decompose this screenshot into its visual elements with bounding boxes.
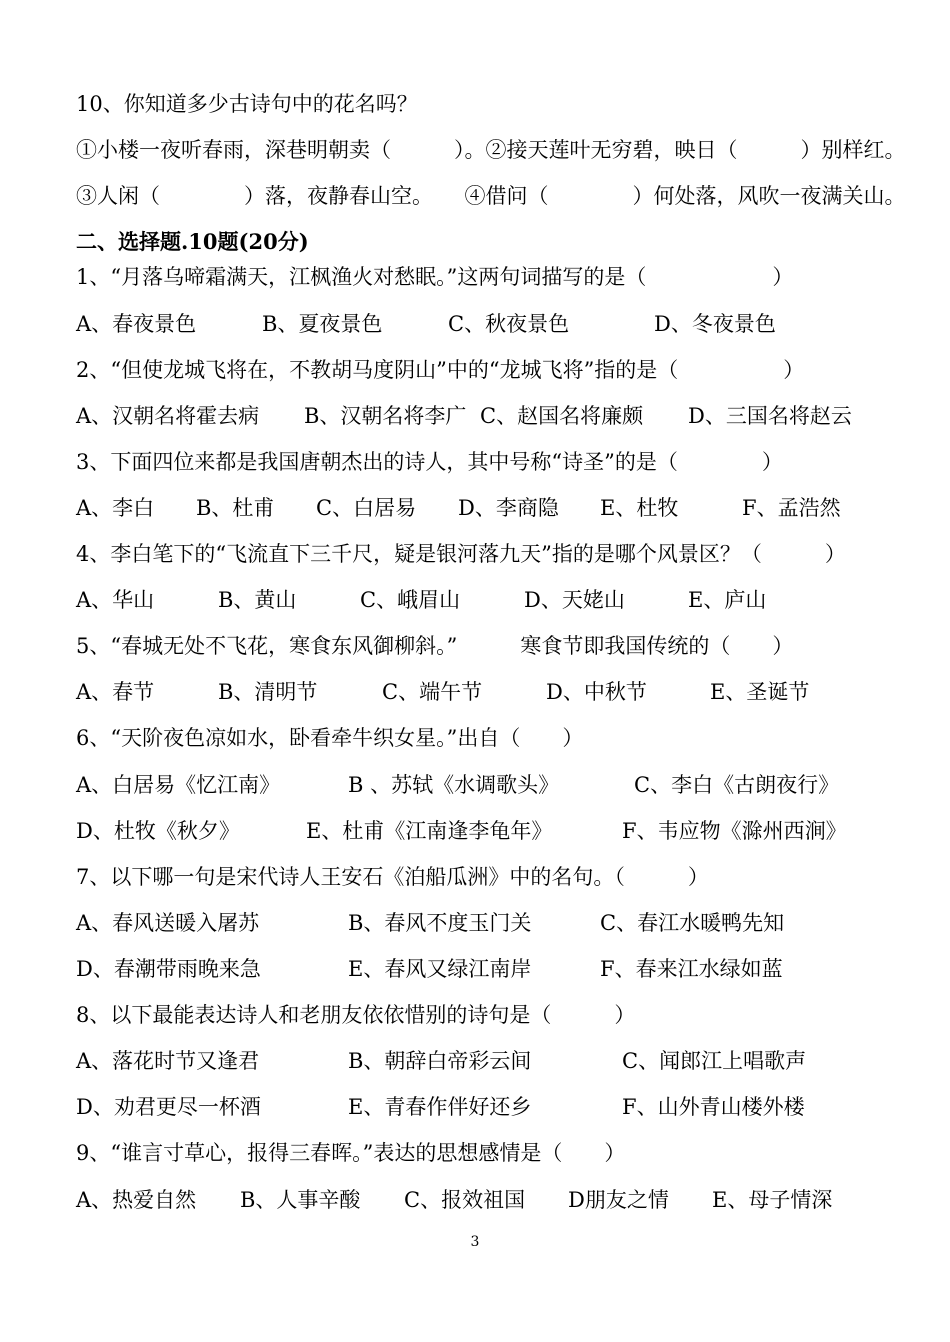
option[interactable]: D、冬夜景色 [654, 312, 776, 336]
option[interactable]: E、母子情深 [712, 1188, 833, 1212]
option[interactable]: E、青春作伴好还乡 [348, 1095, 532, 1119]
option[interactable]: C、春江水暖鸭先知 [600, 911, 785, 935]
option[interactable]: F、山外青山楼外楼 [622, 1095, 805, 1119]
option[interactable]: A、春夜景色 [76, 312, 197, 336]
question-stem: 2、“但使龙城飞将在，不教胡马度阴山”中的“龙城飞将”指的是（ ） [76, 358, 805, 382]
option[interactable]: B、黄山 [218, 588, 297, 612]
option[interactable]: A、汉朝名将霍去病 [76, 404, 260, 428]
question-stem: 1、“月落乌啼霜满天，江枫渔火对愁眠。”这两句词描写的是（ ） [76, 265, 794, 289]
option[interactable]: B、朝辞白帝彩云间 [348, 1049, 532, 1073]
option[interactable]: A、李白 [76, 496, 155, 520]
option[interactable]: C、李白《古朗夜行》 [634, 773, 840, 797]
option[interactable]: C、端午节 [382, 680, 483, 704]
option[interactable]: C、赵国名将廉颇 [480, 404, 644, 428]
option[interactable]: E、圣诞节 [710, 680, 810, 704]
q10-row2: ③人闲（ ）落，夜静春山空。 ④借问（ ）何处落，风吹一夜满关山。 [76, 184, 906, 208]
option[interactable]: B、人事辛酸 [240, 1188, 361, 1212]
option[interactable]: C、白居易 [316, 496, 417, 520]
section-heading: 二、选择题.10题(20分) [76, 229, 309, 254]
option[interactable]: A、春风送暖入屠苏 [76, 911, 260, 935]
option[interactable]: D、李商隐 [458, 496, 559, 520]
option[interactable]: A、春节 [76, 680, 155, 704]
option[interactable]: A、落花时节又逢君 [76, 1049, 260, 1073]
option[interactable]: B、夏夜景色 [262, 312, 383, 336]
option[interactable]: D、春潮带雨晚来急 [76, 957, 261, 981]
option[interactable]: C、闻郎江上唱歌声 [622, 1049, 807, 1073]
option[interactable]: D、中秋节 [546, 680, 647, 704]
option[interactable]: A、华山 [76, 588, 155, 612]
option[interactable]: D、三国名将赵云 [688, 404, 852, 428]
option[interactable]: E、杜牧 [600, 496, 679, 520]
option[interactable]: E、杜甫《江南逢李龟年》 [306, 819, 553, 843]
question-stem: 7、以下哪一句是宋代诗人王安石《泊船瓜洲》中的名句。（ ） [76, 865, 709, 889]
question-stem: 9、“谁言寸草心，报得三春晖。”表达的思想感情是（ ） [76, 1141, 626, 1165]
option[interactable]: A、热爱自然 [76, 1188, 197, 1212]
option[interactable]: B、汉朝名将李广 [304, 404, 467, 428]
option[interactable]: F、孟浩然 [742, 496, 841, 520]
question-stem: 6、“天阶夜色凉如水，卧看牵牛织女星。”出自（ ） [76, 726, 584, 750]
option[interactable]: E、庐山 [688, 588, 767, 612]
page-number: 3 [470, 1234, 480, 1250]
option[interactable]: B 、苏轼《水调歌头》 [348, 773, 560, 797]
option[interactable]: A、白居易《忆江南》 [76, 773, 281, 797]
option[interactable]: D、劝君更尽一杯酒 [76, 1095, 261, 1119]
option[interactable]: D、天姥山 [524, 588, 625, 612]
option[interactable]: B、春风不度玉门关 [348, 911, 532, 935]
option[interactable]: D朋友之情 [568, 1188, 669, 1212]
option[interactable]: E、春风又绿江南岸 [348, 957, 532, 981]
option[interactable]: D、杜牧《秋夕》 [76, 819, 240, 843]
option[interactable]: C、报效祖国 [404, 1188, 526, 1212]
question-stem: 3、下面四位来都是我国唐朝杰出的诗人，其中号称“诗圣”的是（ ） [76, 450, 783, 474]
option[interactable]: B、清明节 [218, 680, 318, 704]
question-stem: 5、“春城无处不飞花，寒食东风御柳斜。” 寒食节即我国传统的（ ） [76, 634, 794, 658]
option[interactable]: F、韦应物《滁州西涧》 [622, 819, 847, 843]
q10-row1: ①小楼一夜听春雨，深巷明朝卖（ ）。②接天莲叶无穷碧，映日（ ）别样红。 [76, 138, 906, 162]
option[interactable]: C、秋夜景色 [448, 312, 570, 336]
option[interactable]: F、春来江水绿如蓝 [600, 957, 783, 981]
option[interactable]: B、杜甫 [196, 496, 275, 520]
question-stem: 8、以下最能表达诗人和老朋友依依惜别的诗句是（ ） [76, 1003, 636, 1027]
question-stem: 4、李白笔下的“飞流直下三千尺，疑是银河落九天”指的是哪个风景区？（ ） [76, 542, 846, 566]
option[interactable]: C、峨眉山 [360, 588, 461, 612]
q10-title: 10、你知道多少古诗句中的花名吗？ [76, 92, 418, 116]
